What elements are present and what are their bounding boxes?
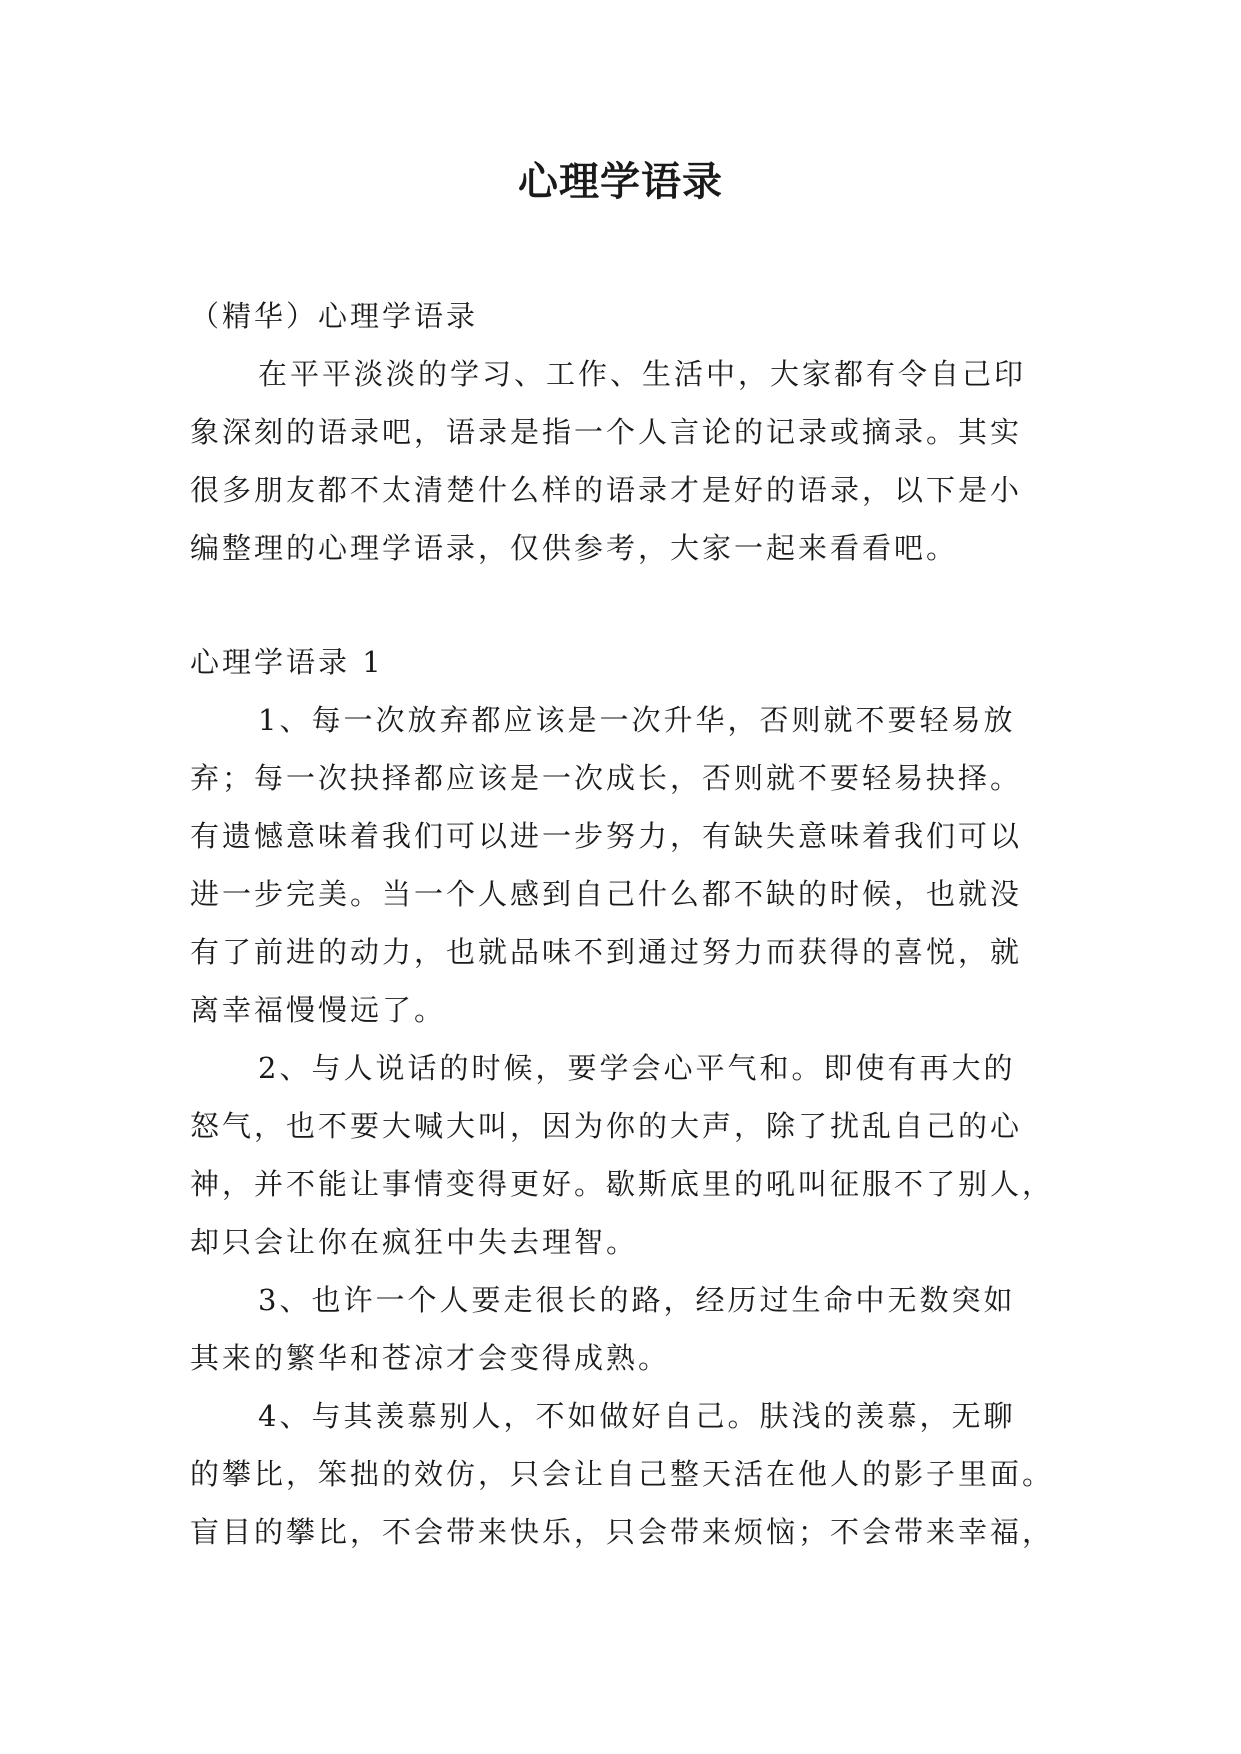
paragraph-line: 象深刻的语录吧，语录是指一个人言论的记录或摘录。其实	[190, 415, 1023, 449]
document-body	[190, 287, 1055, 1561]
paragraph-line: 的攀比，笨拙的效仿，只会让自己整天活在他人的影子里面。	[190, 1457, 1055, 1491]
paragraph-line: 怒气，也不要大喊大叫，因为你的大声，除了扰乱自己的心	[190, 1109, 1023, 1143]
paragraph-line: 离幸福慢慢远了。	[190, 993, 447, 1027]
quote-item-3	[190, 1271, 1055, 1387]
paragraph-line: 神，并不能让事情变得更好。歇斯底里的吼叫征服不了别人，	[190, 1167, 1055, 1201]
paragraph-line: 很多朋友都不太清楚什么样的语录才是好的语录，以下是小	[190, 473, 1023, 507]
paragraph-line: 进一步完美。当一个人感到自己什么都不缺的时候，也就没	[190, 877, 1023, 911]
paragraph-line: 在平平淡淡的学习、工作、生活中，大家都有令自己印	[258, 357, 1027, 391]
paragraph-line: 盲目的攀比，不会带来快乐，只会带来烦恼；不会带来幸福，	[190, 1515, 1055, 1549]
section-heading: 心理学语录 1	[190, 645, 384, 679]
paragraph-line: 1、每一次放弃都应该是一次升华，否则就不要轻易放	[258, 703, 1016, 737]
quote-item-4	[190, 1387, 1055, 1561]
paragraph-line: 弃；每一次抉择都应该是一次成长，否则就不要轻易抉择。	[190, 761, 1023, 795]
paragraph-line: 4、与其羡慕别人，不如做好自己。肤浅的羡慕，无聊	[258, 1399, 1016, 1433]
paragraph-line: 有遗憾意味着我们可以进一步努力，有缺失意味着我们可以	[190, 819, 1023, 853]
paragraph-line: 3、也许一个人要走很长的路，经历过生命中无数突如	[258, 1283, 1016, 1317]
paragraph-line: 其来的繁华和苍凉才会变得成熟。	[190, 1341, 671, 1375]
paragraph-line: 却只会让你在疯狂中失去理智。	[190, 1225, 639, 1259]
paragraph-line: 编整理的心理学语录，仅供参考，大家一起来看看吧。	[190, 531, 959, 565]
quote-item-1	[190, 691, 1055, 1039]
subtitle: （精华）心理学语录	[190, 299, 479, 333]
document-title: 心理学语录	[518, 158, 723, 205]
intro-paragraph	[190, 345, 1055, 577]
quote-item-2	[190, 1039, 1055, 1271]
paragraph-line: 2、与人说话的时候，要学会心平气和。即使有再大的	[258, 1051, 1016, 1085]
paragraph-line: 有了前进的动力，也就品味不到通过努力而获得的喜悦，就	[190, 935, 1023, 969]
